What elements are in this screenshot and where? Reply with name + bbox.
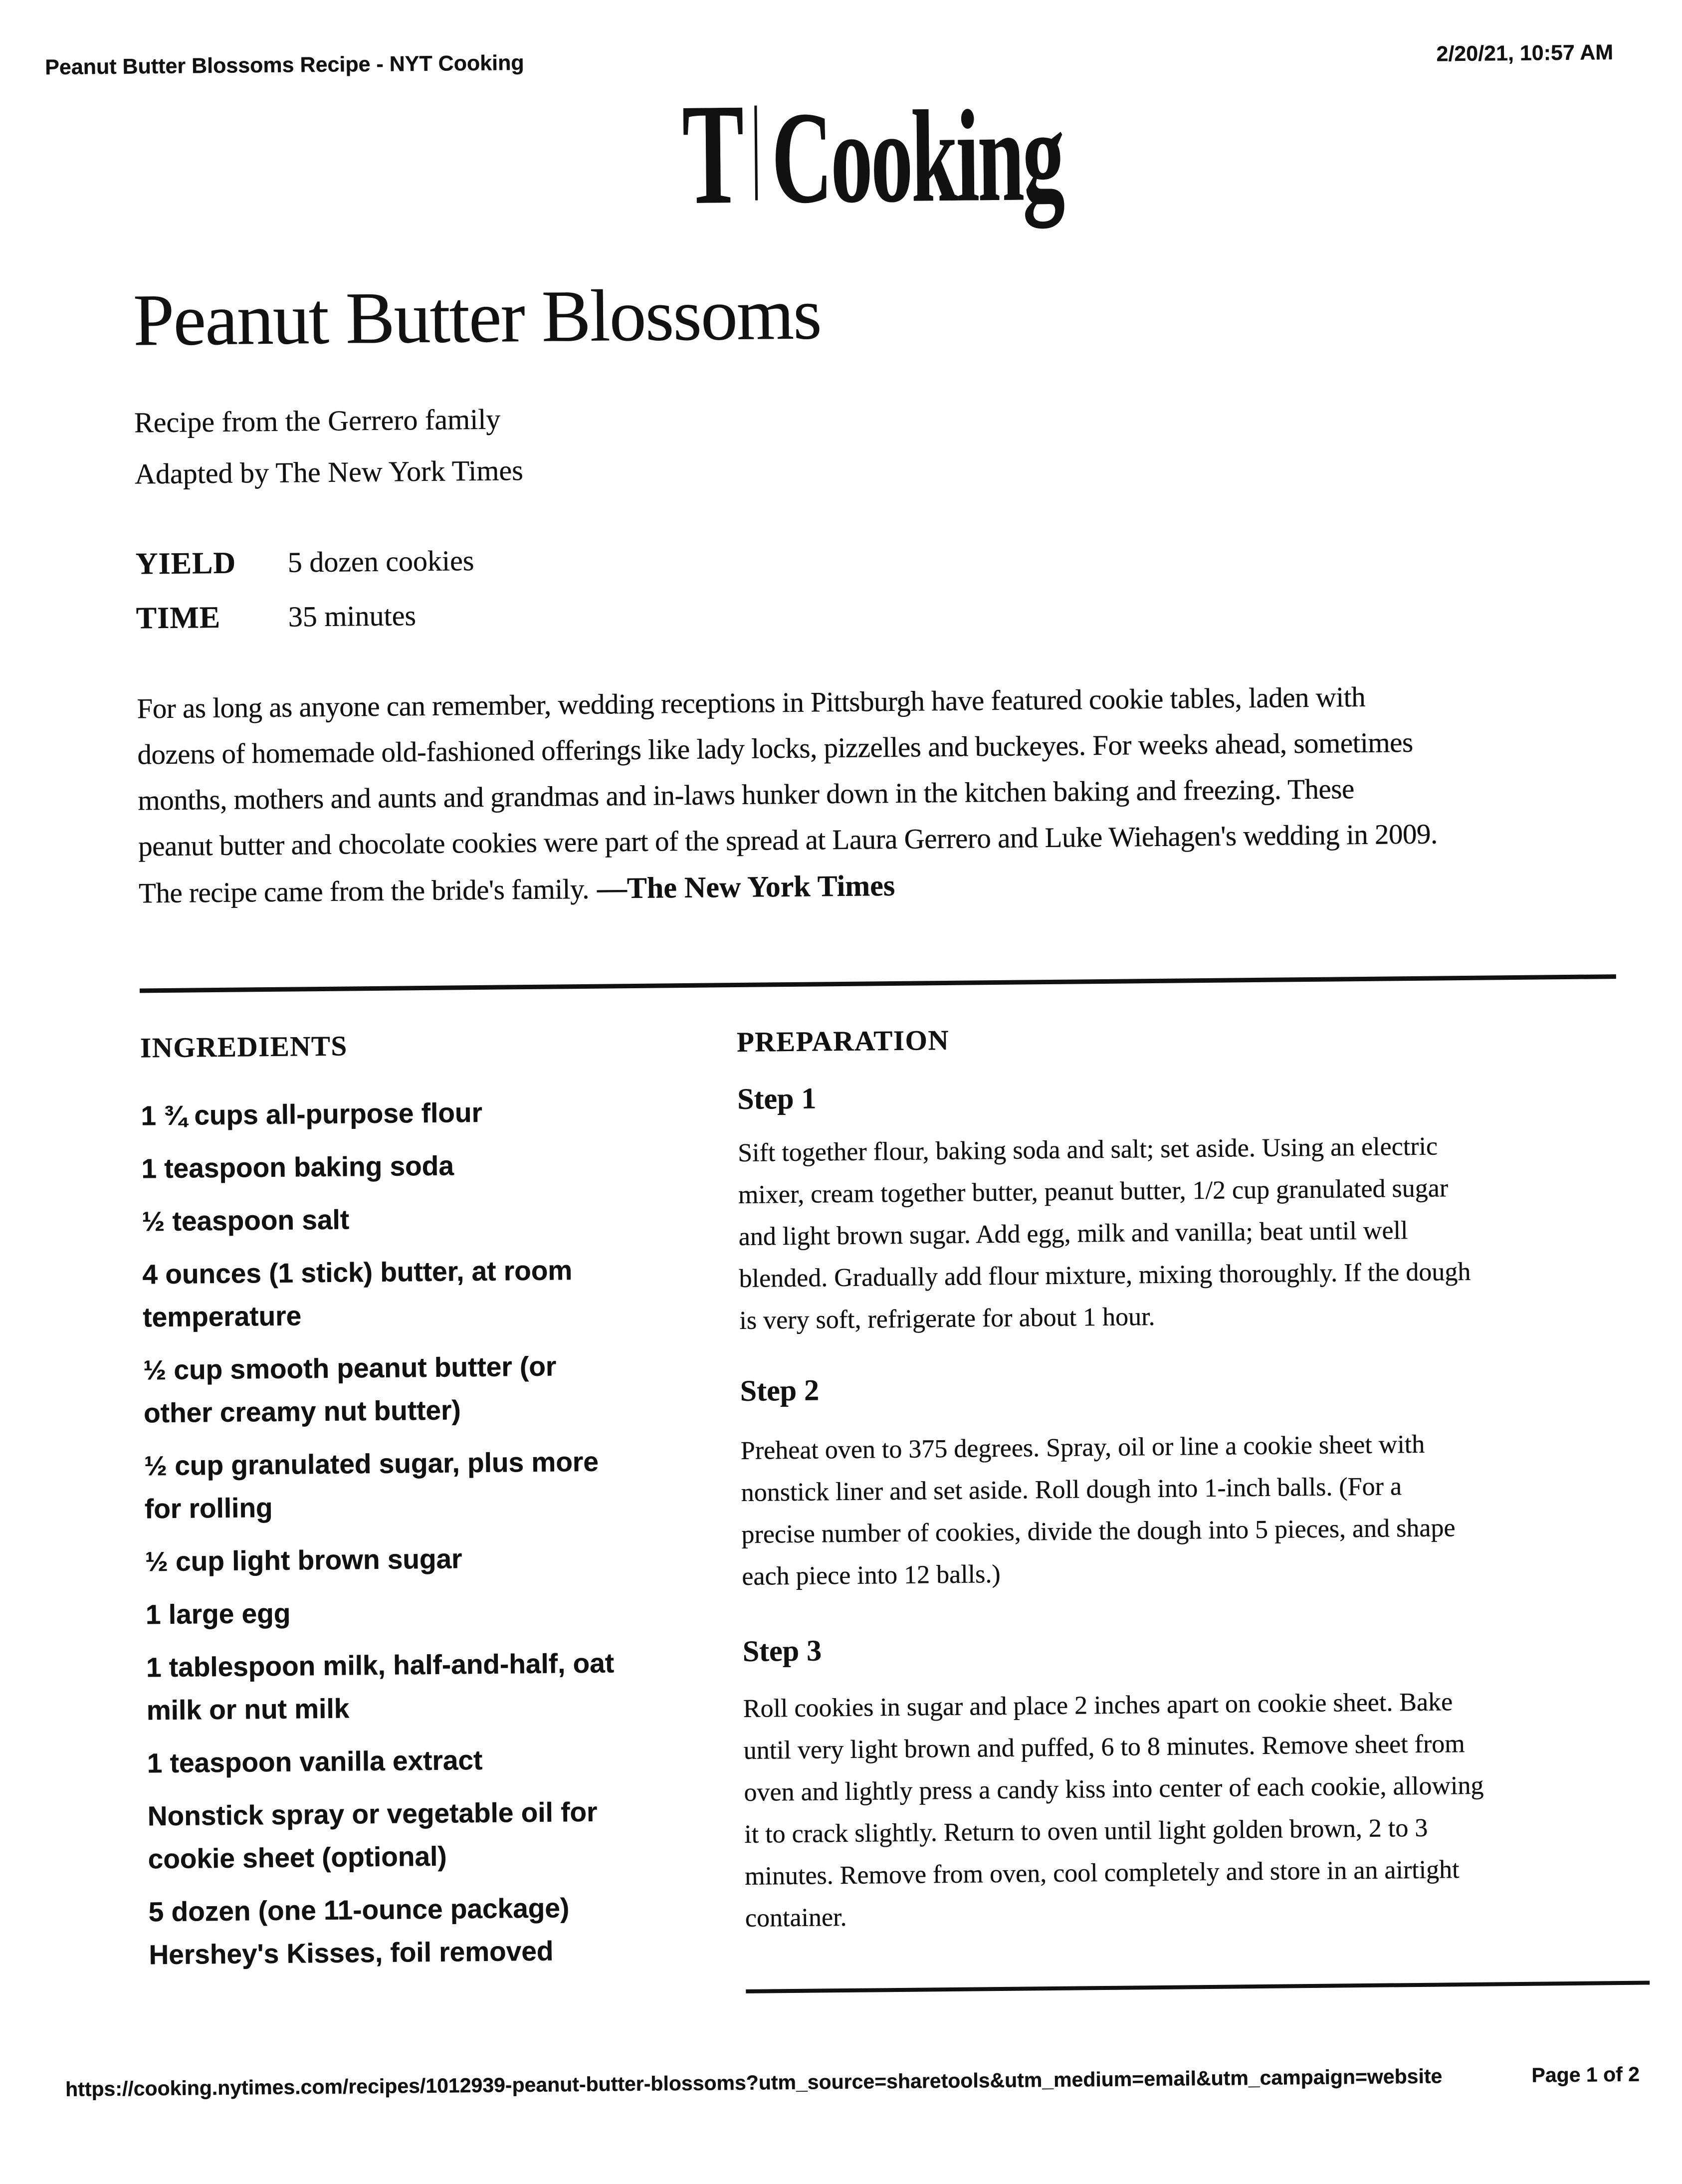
text-line: Hershey's Kisses, foil removed bbox=[149, 1935, 554, 1970]
text-line: temperature bbox=[142, 1300, 302, 1333]
step-1-label: Step 1 bbox=[737, 1082, 817, 1115]
text-line: oven and lightly press a candy kiss into center of each cookie, allowing bbox=[744, 1771, 1484, 1807]
text-line: each piece into 12 balls.) bbox=[742, 1559, 1001, 1591]
ingredient-item bbox=[145, 1534, 742, 1583]
text-line: 1 tablespoon milk, half-and-half, oat bbox=[146, 1647, 615, 1683]
ingredient-item bbox=[146, 1640, 743, 1732]
text-line: minutes. Remove from oven, cool completely and store in an airtight bbox=[744, 1855, 1460, 1891]
text-line: 5 dozen (one 11-ounce package) bbox=[148, 1892, 570, 1928]
text-line: cookie sheet (optional) bbox=[148, 1840, 447, 1875]
ingredient-item bbox=[148, 1885, 745, 1976]
text-line: Nonstick spray or vegetable oil for bbox=[147, 1796, 598, 1832]
ingredient-item bbox=[147, 1789, 744, 1880]
time-label: TIME bbox=[136, 600, 221, 636]
text-line: Preheat oven to 375 degrees. Spray, oil or line a cookie sheet with bbox=[740, 1430, 1425, 1465]
ingredients-heading: INGREDIENTS bbox=[140, 1030, 348, 1064]
text-line: 1 teaspoon baking soda bbox=[141, 1150, 454, 1184]
nyt-t-logo-icon: T bbox=[681, 73, 745, 234]
text-line: until very light brown and puffed, 6 to 8 minutes. Remove sheet from bbox=[743, 1730, 1465, 1765]
ingredient-item bbox=[142, 1194, 738, 1243]
meta-time-row bbox=[136, 599, 475, 635]
recipe-title: Peanut Butter Blossoms bbox=[133, 273, 822, 362]
preparation-heading: PREPARATION bbox=[736, 1024, 950, 1058]
intro-attribution: —The New York Times bbox=[597, 869, 895, 905]
header-title: Peanut Butter Blossoms Recipe - NYT Cooking bbox=[44, 51, 524, 80]
intro-line: For as long as anyone can remember, wedding receptions in Pittsburgh have featured cookie tables, laden with bbox=[137, 681, 1366, 725]
section-divider bbox=[140, 974, 1616, 993]
text-line: 4 ounces (1 stick) butter, at room bbox=[142, 1255, 573, 1290]
text-line: ½ teaspoon salt bbox=[142, 1204, 350, 1237]
text-line: 1 ¾ cups all-purpose flour bbox=[141, 1096, 483, 1131]
header-timestamp: 2/20/21, 10:57 AM bbox=[1436, 40, 1614, 66]
ingredients-list bbox=[141, 1089, 745, 1976]
intro-line: dozens of homemade old-fashioned offerings like lady locks, pizzelles and buckeyes. For weeks ahead, sometimes bbox=[137, 726, 1413, 771]
preparation-end-divider bbox=[746, 1981, 1650, 1993]
text-line: milk or nut milk bbox=[146, 1693, 350, 1726]
step-1-paragraph bbox=[738, 1124, 1644, 1342]
ingredient-item bbox=[146, 1587, 742, 1636]
time-value: 35 minutes bbox=[288, 599, 417, 633]
step-2-label: Step 2 bbox=[740, 1373, 820, 1407]
text-line: it to crack slightly. Return to oven until light golden brown, 2 to 3 bbox=[744, 1813, 1428, 1849]
ingredient-item bbox=[147, 1736, 743, 1784]
intro-line: peanut butter and chocolate cookies were part of the spread at Laura Gerrero and Luke Wiehagen's wedding in 2009. bbox=[138, 818, 1438, 863]
text-line: precise number of cookies, divide the dough into 5 pieces, and shape bbox=[741, 1514, 1456, 1549]
text-line: container. bbox=[745, 1903, 847, 1933]
meta-yield-row bbox=[135, 544, 474, 581]
text-line: 1 large egg bbox=[145, 1597, 291, 1630]
text-line: other creamy nut butter) bbox=[143, 1394, 461, 1429]
footer-url: https://cooking.nytimes.com/recipes/1012939-peanut-butter-blossoms?utm_source=sharetools&utm_medium=email&utm_campaign=website bbox=[65, 2064, 1443, 2101]
ingredient-item bbox=[141, 1089, 737, 1137]
text-line: and light brown sugar. Add egg, milk and vanilla; beat until well bbox=[738, 1216, 1408, 1251]
intro-line: months, mothers and aunts and grandmas and in-laws hunker down in the kitchen baking and freezing. These bbox=[138, 773, 1355, 817]
text-line: blended. Gradually add flour mixture, mixing thoroughly. If the dough bbox=[739, 1257, 1471, 1293]
yield-label: YIELD bbox=[135, 546, 236, 581]
text-line: ½ cup smooth peanut butter (or bbox=[143, 1350, 557, 1386]
text-line: ½ cup light brown sugar bbox=[145, 1543, 462, 1577]
text-line: nonstick liner and set aside. Roll dough into 1-inch balls. (For a bbox=[741, 1472, 1402, 1507]
print-header bbox=[45, 40, 1613, 80]
step-3-label: Step 3 bbox=[742, 1634, 822, 1668]
recipe-meta bbox=[135, 544, 474, 635]
yield-value: 5 dozen cookies bbox=[287, 544, 474, 579]
text-line: ½ cup granulated sugar, plus more bbox=[144, 1446, 599, 1482]
logo-divider bbox=[755, 106, 758, 201]
text-line: Roll cookies in sugar and place 2 inches apart on cookie sheet. Bake bbox=[743, 1688, 1453, 1723]
recipe-intro bbox=[137, 671, 1650, 916]
text-line: mixer, cream together butter, peanut butter, 1/2 cup granulated sugar bbox=[738, 1174, 1449, 1209]
byline-source: Recipe from the Gerrero family bbox=[134, 403, 501, 439]
text-line: is very soft, refrigerate for about 1 hour. bbox=[739, 1302, 1155, 1335]
ingredients-column bbox=[140, 1028, 745, 1986]
ingredient-item bbox=[142, 1247, 739, 1338]
intro-last-text: The recipe came from the bride's family. bbox=[138, 873, 590, 909]
print-footer bbox=[65, 2063, 1640, 2101]
text-line: 1 teaspoon vanilla extract bbox=[147, 1744, 483, 1779]
step-2-paragraph bbox=[740, 1422, 1646, 1598]
footer-page-number: Page 1 of 2 bbox=[1531, 2062, 1640, 2087]
text-line: Sift together flour, baking soda and salt; set aside. Using an electric bbox=[737, 1132, 1438, 1167]
ingredient-item bbox=[141, 1141, 738, 1190]
text-line: for rolling bbox=[144, 1492, 273, 1525]
step-3-paragraph bbox=[743, 1680, 1649, 1940]
preparation-column bbox=[737, 1019, 1650, 1993]
ingredient-item bbox=[143, 1343, 740, 1434]
byline-adapted: Adapted by The New York Times bbox=[134, 454, 524, 490]
site-logo bbox=[681, 73, 1063, 234]
logo-wordmark: Cooking bbox=[771, 82, 1063, 231]
ingredient-item bbox=[144, 1439, 741, 1530]
intro-lines bbox=[137, 671, 1650, 870]
recipe-byline bbox=[134, 393, 524, 499]
